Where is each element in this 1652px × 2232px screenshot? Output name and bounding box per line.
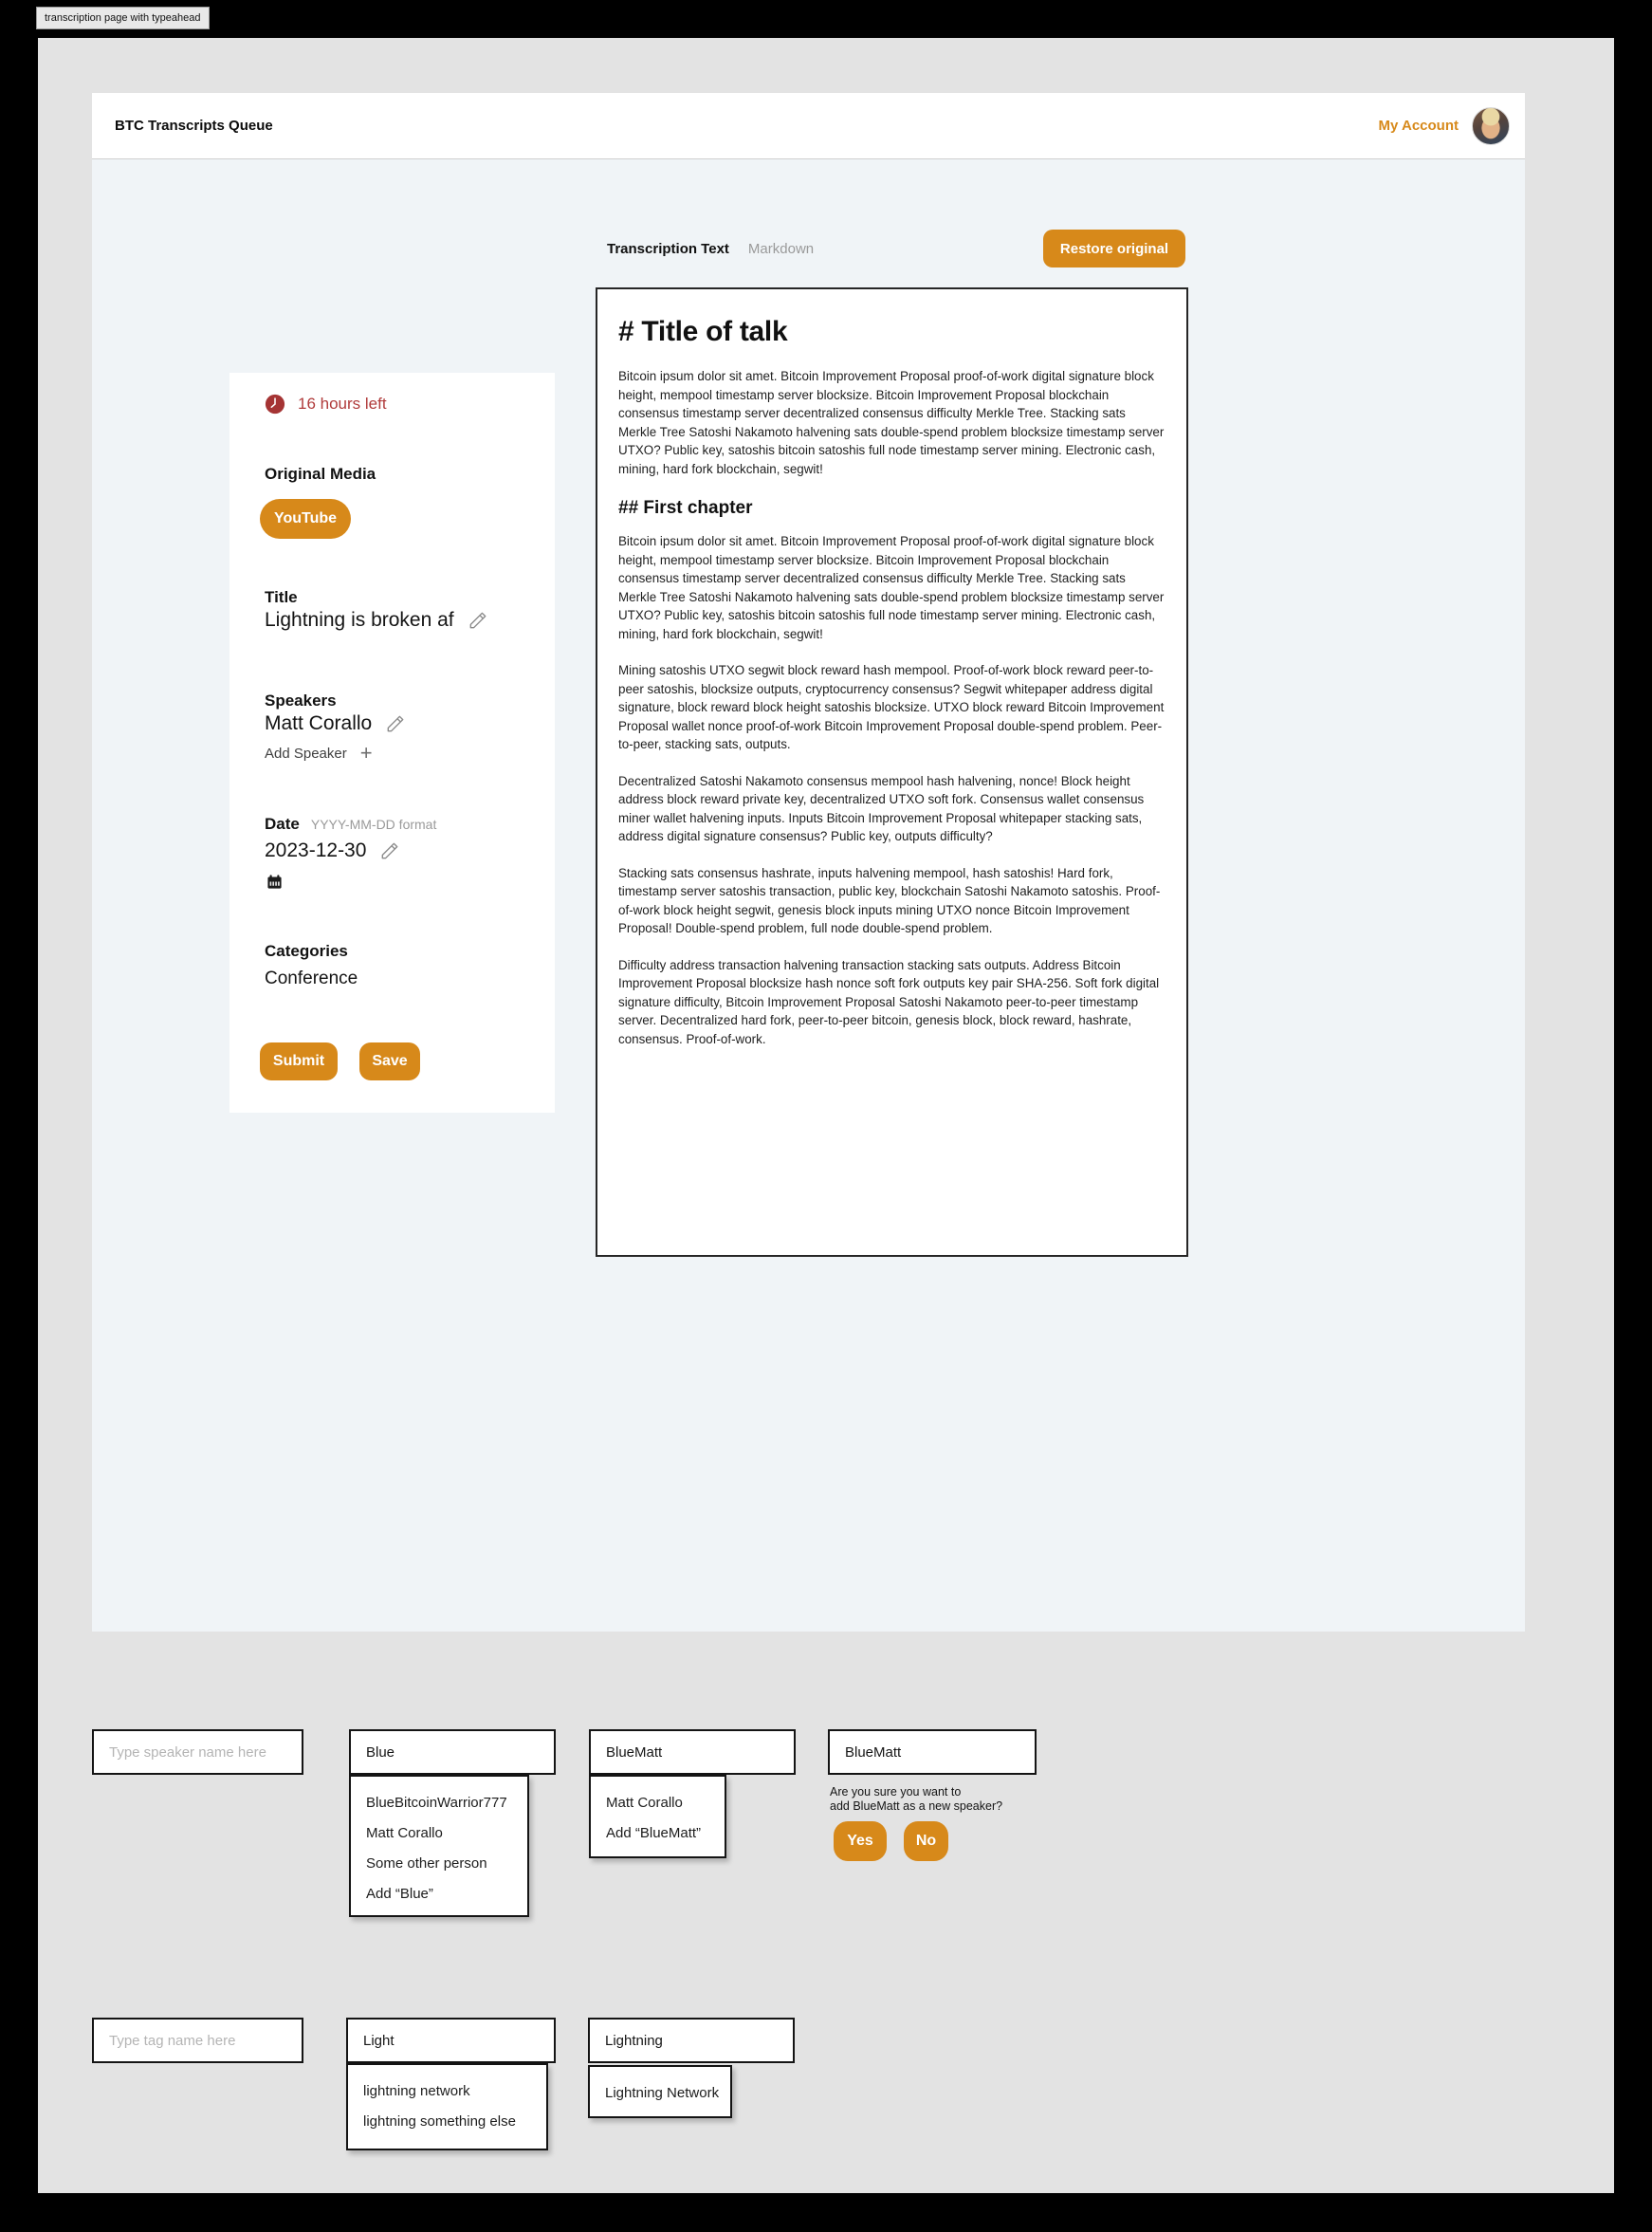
transcription-textarea[interactable] xyxy=(596,287,1188,1257)
artboard xyxy=(38,38,1614,2193)
my-account-label: My Account xyxy=(1378,118,1459,134)
restore-original-button[interactable]: Restore original xyxy=(1043,230,1185,267)
category-value: Conference xyxy=(265,968,358,988)
calendar-icon[interactable] xyxy=(266,874,283,890)
markdown-paragraph: Decentralized Satoshi Nakamoto consensus mempool hash halvening, nonce! Block height address block reward private key, decentralized UTXO soft fork. Consensus wallet consensus miner wallet halvening inputs. Inputs Bitcoin Improvement Proposal whitepaper stacking sats, address digital signature consensus? Public key, outputs difficulty? xyxy=(618,773,1145,843)
date-label-row xyxy=(265,815,436,834)
clock-icon xyxy=(265,394,285,415)
suggestion-item[interactable]: BlueBitcoinWarrior777 xyxy=(366,1795,507,1811)
speakers-label: Speakers xyxy=(265,692,337,710)
markdown-paragraph: Bitcoin ipsum dolor sit amet. Bitcoin Improvement Proposal proof-of-work digital signature block height, mempool timestamp server blocksize. Bitcoin Improvement Proposal blockchain consensus timestamp server decentralized consensus difficulty Merkle Tree. Stacking sats Merkle Tree Satoshi Nakamoto halvening sats double-spend problem blocksize timestamp server UTXO? Public key, satoshis bitcoin satoshis full node timestamp server mining. Electronic cash, mining, hard fork blockchain, segwit! xyxy=(618,534,1165,641)
transcription-header xyxy=(607,241,814,257)
confirm-question-line1: Are you sure you want to xyxy=(830,1785,962,1799)
markdown-paragraph: Mining satoshis UTXO segwit block reward hash mempool. Proof-of-work block reward peer-to-peer satoshis, blocksize outputs, cryptocurrency consensus? Segwit whitepaper address digital signature, block reward block height satoshis blocksize. UTXO block reward Bitcoin Improvement Proposal wallet nonce proof-of-work Bitcoin Improvement Proposal double-spend problem. Peer-to-peer, stacking sats, outputs. xyxy=(618,663,1165,751)
speaker-name-input-full[interactable]: BlueMatt xyxy=(589,1729,796,1775)
tag-name-input-partial[interactable]: Light xyxy=(346,2018,556,2063)
avatar[interactable] xyxy=(1472,107,1510,145)
app-header xyxy=(92,93,1525,159)
title-value: Lightning is broken af xyxy=(265,609,454,631)
yes-button[interactable]: Yes xyxy=(834,1821,887,1861)
app-title: BTC Transcripts Queue xyxy=(115,118,273,134)
markdown-paragraph: Stacking sats consensus hashrate, inputs halvening mempool, hash satoshis! Hard fork, timestamp server satoshis transaction, public key, blockchain Satoshi Nakamoto satoshis. Proof-of-work block height segwit, genesis block inputs mining UTXO nonce Bitcoin Improvement Proposal! Double-spend problem, full node double-spend problem. xyxy=(618,865,1161,935)
title-label: Title xyxy=(265,588,298,606)
time-remaining xyxy=(265,394,387,415)
add-speaker-label: Add Speaker xyxy=(265,745,347,762)
markdown-h1: # Title of talk xyxy=(618,316,788,347)
suggestion-item[interactable]: Some other person xyxy=(366,1855,487,1872)
time-remaining-label: 16 hours left xyxy=(298,395,387,413)
suggestion-item[interactable]: lightning something else xyxy=(363,2113,516,2130)
add-speaker-button[interactable] xyxy=(265,743,373,764)
categories-label: Categories xyxy=(265,942,348,960)
tag-name-input-empty[interactable]: Type tag name here xyxy=(92,2018,303,2063)
suggestion-item[interactable]: Add “Blue” xyxy=(366,1886,433,1902)
date-value-row xyxy=(265,839,400,862)
edit-title-icon[interactable] xyxy=(468,610,488,631)
no-button[interactable]: No xyxy=(904,1821,948,1861)
speaker-name-input-empty[interactable]: Type speaker name here xyxy=(92,1729,303,1775)
tag-suggestion-dropdown-small xyxy=(588,2065,732,2118)
original-media-label: Original Media xyxy=(265,465,376,483)
date-format-hint: YYYY-MM-DD format xyxy=(310,817,437,832)
confirm-question xyxy=(830,1785,1002,1814)
markdown-mode-label: Markdown xyxy=(747,241,815,257)
suggestion-item[interactable]: Add “BlueMatt” xyxy=(606,1825,702,1841)
page-annotation-label: transcription page with typeahead xyxy=(36,7,210,29)
markdown-h2: ## First chapter xyxy=(618,498,753,518)
speaker-value: Matt Corallo xyxy=(265,712,373,734)
speaker-suggestion-dropdown xyxy=(349,1775,529,1917)
speaker-suggestion-dropdown-small xyxy=(589,1775,726,1858)
suggestion-item[interactable]: Matt Corallo xyxy=(366,1825,443,1841)
speaker-value-row xyxy=(265,712,406,735)
date-value: 2023-12-30 xyxy=(265,839,367,861)
suggestion-item[interactable]: Matt Corallo xyxy=(606,1795,683,1811)
edit-speaker-icon[interactable] xyxy=(385,713,406,734)
speaker-name-input-confirm[interactable]: BlueMatt xyxy=(828,1729,1037,1775)
suggestion-item[interactable]: Lightning Network xyxy=(605,2085,720,2101)
plus-icon: + xyxy=(359,741,373,765)
markdown-paragraph: Difficulty address transaction halvening transaction stacking sats outputs. Address Bitcoin Improvement Proposal blocksize hash nonce soft fork outputs key pair SHA-256. Soft fork digital signature difficulty, Bitcoin Improvement Proposal Satoshi Nakamoto peer-to-peer timestamp server. Decentralized hard fork, peer-to-peer bitcoin, genesis block, block reward, hashrate, consensus. Proof-of-work. xyxy=(618,957,1160,1046)
tag-name-input-full[interactable]: Lightning xyxy=(588,2018,795,2063)
tag-suggestion-dropdown xyxy=(346,2063,548,2150)
youtube-button[interactable]: YouTube xyxy=(260,499,351,539)
transcription-text-label: Transcription Text xyxy=(607,241,729,257)
speaker-name-input-partial[interactable]: Blue xyxy=(349,1729,556,1775)
edit-date-icon[interactable] xyxy=(379,840,400,861)
confirm-question-line2: add BlueMatt as a new speaker? xyxy=(830,1799,1003,1813)
save-button[interactable]: Save xyxy=(359,1042,420,1080)
metadata-card xyxy=(229,373,555,1113)
submit-button[interactable]: Submit xyxy=(260,1042,338,1080)
date-label: Date xyxy=(265,815,300,833)
my-account-button[interactable] xyxy=(1379,107,1510,145)
suggestion-item[interactable]: lightning network xyxy=(363,2083,470,2099)
markdown-paragraph: Bitcoin ipsum dolor sit amet. Bitcoin Improvement Proposal proof-of-work digital signature block height, mempool timestamp server blocksize. Bitcoin Improvement Proposal blockchain consensus timestamp server decentralized consensus difficulty Merkle Tree. Stacking sats Merkle Tree Satoshi Nakamoto halvening sats double-spend problem blocksize timestamp server UTXO? Public key, satoshis bitcoin satoshis full node timestamp server mining. Electronic cash, mining, hard fork blockchain, segwit! xyxy=(618,369,1165,476)
title-value-row xyxy=(265,609,488,632)
